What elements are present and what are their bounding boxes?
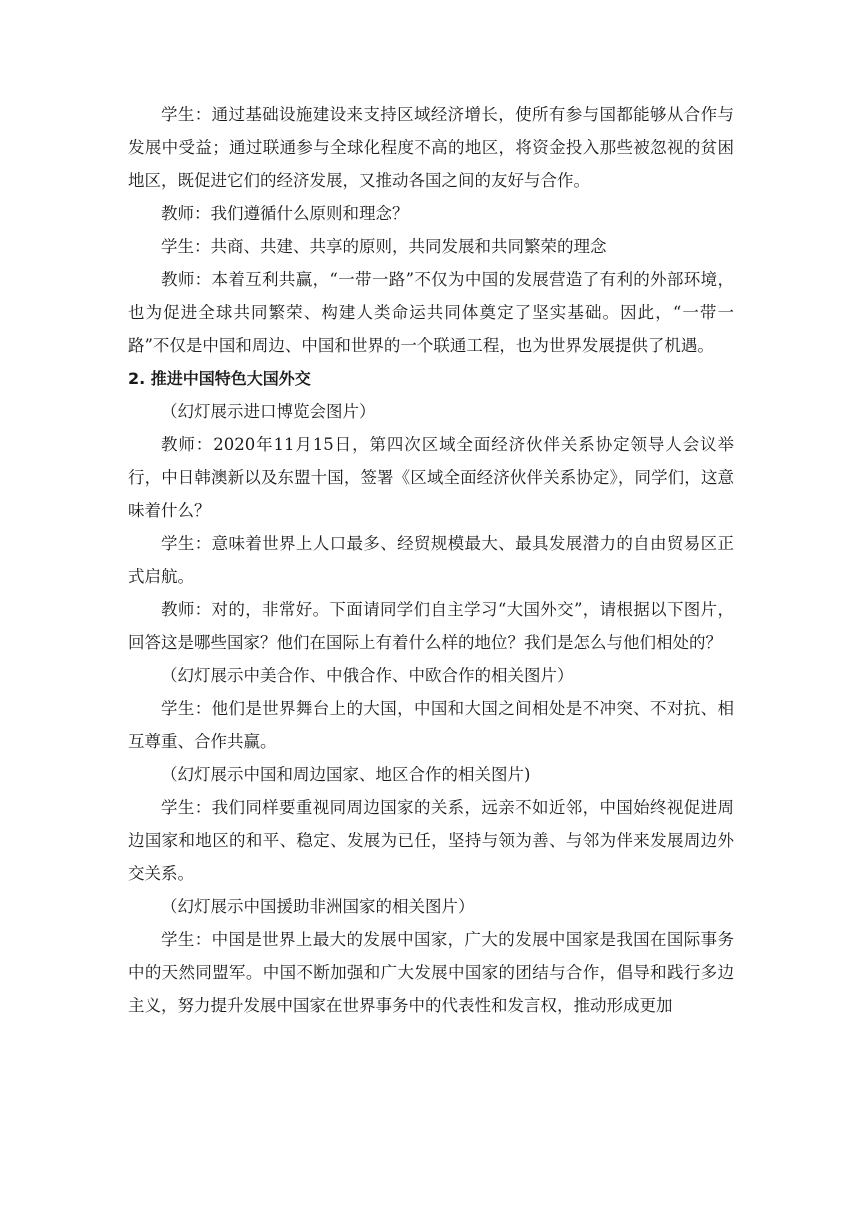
- slide-note-neighbors: （幻灯展示中国和周边国家、地区合作的相关图片): [161, 765, 531, 784]
- paragraph-student-principles-answer: 学生：共商、共建、共享的原则，共同发展和共同繁荣的理念: [161, 237, 607, 256]
- slide-note-africa: （幻灯展示中国援助非洲国家的相关图片）: [161, 897, 475, 916]
- document-body: [128, 98, 734, 1022]
- paragraph-teacher-rcep: 教师：2020年11月15日，第四次区域全面经济伙伴关系协定领导人会议举行，中日韩澳新以及东盟十国，签署《区域全面经济伙伴关系协定》，同学们，这意味着什么？: [128, 435, 734, 520]
- paragraph-student-infrastructure: 学生：通过基础设施建设来支持区域经济增长，使所有参与国都能够从合作与发展中受益；通过联通参与全球化程度不高的地区，将资金投入那些被忽视的贫困地区，既促进它们的经济发展，又推动各国之间的友好与合作。: [128, 105, 734, 190]
- paragraph-teacher-belt-and-road: 教师：本着互利共赢，“一带一路”不仅为中国的发展营造了有利的外部环境，也为促进全球共同繁荣、构建人类命运共同体奠定了坚实基础。因此，“一带一路”不仅是中国和周边、中国和世界的一个联通工程，也为世界发展提供了机遇。: [128, 270, 734, 355]
- paragraph-teacher-major-power: 教师：对的，非常好。下面请同学们自主学习“大国外交”，请根据以下图片，回答这是哪些国家？他们在国际上有着什么样的地位？我们是怎么与他们相处的？: [128, 600, 734, 652]
- paragraph-student-neighbors: 学生：我们同样要重视同周边国家的关系，远亲不如近邻，中国始终视促进周边国家和地区的和平、稳定、发展为已任，坚持与领为善、与邻为伴来发展周边外交关系。: [128, 798, 734, 883]
- paragraph-student-free-trade: 学生：意味着世界上人口最多、经贸规模最大、最具发展潜力的自由贸易区正式启航。: [128, 534, 734, 586]
- slide-note-major-powers: （幻灯展示中美合作、中俄合作、中欧合作的相关图片）: [161, 666, 574, 685]
- paragraph-student-major-powers: 学生：他们是世界舞台上的大国，中国和大国之间相处是不冲突、不对抗、相互尊重、合作共赢。: [128, 699, 734, 751]
- paragraph-student-developing-countries: 学生：中国是世界上最大的发展中国家，广大的发展中国家是我国在国际事务中的天然同盟军。中国不断加强和广大发展中国家的团结与合作，倡导和践行多边主义，努力提升发展中国家在世界事务中的代表性和发言权，推动形成更加: [128, 930, 734, 1015]
- paragraph-teacher-principles-question: 教师：我们遵循什么原则和理念？: [161, 204, 409, 223]
- section-heading: 2. 推进中国特色大国外交: [128, 369, 311, 388]
- slide-note-expo: （幻灯展示进口博览会图片）: [161, 402, 376, 421]
